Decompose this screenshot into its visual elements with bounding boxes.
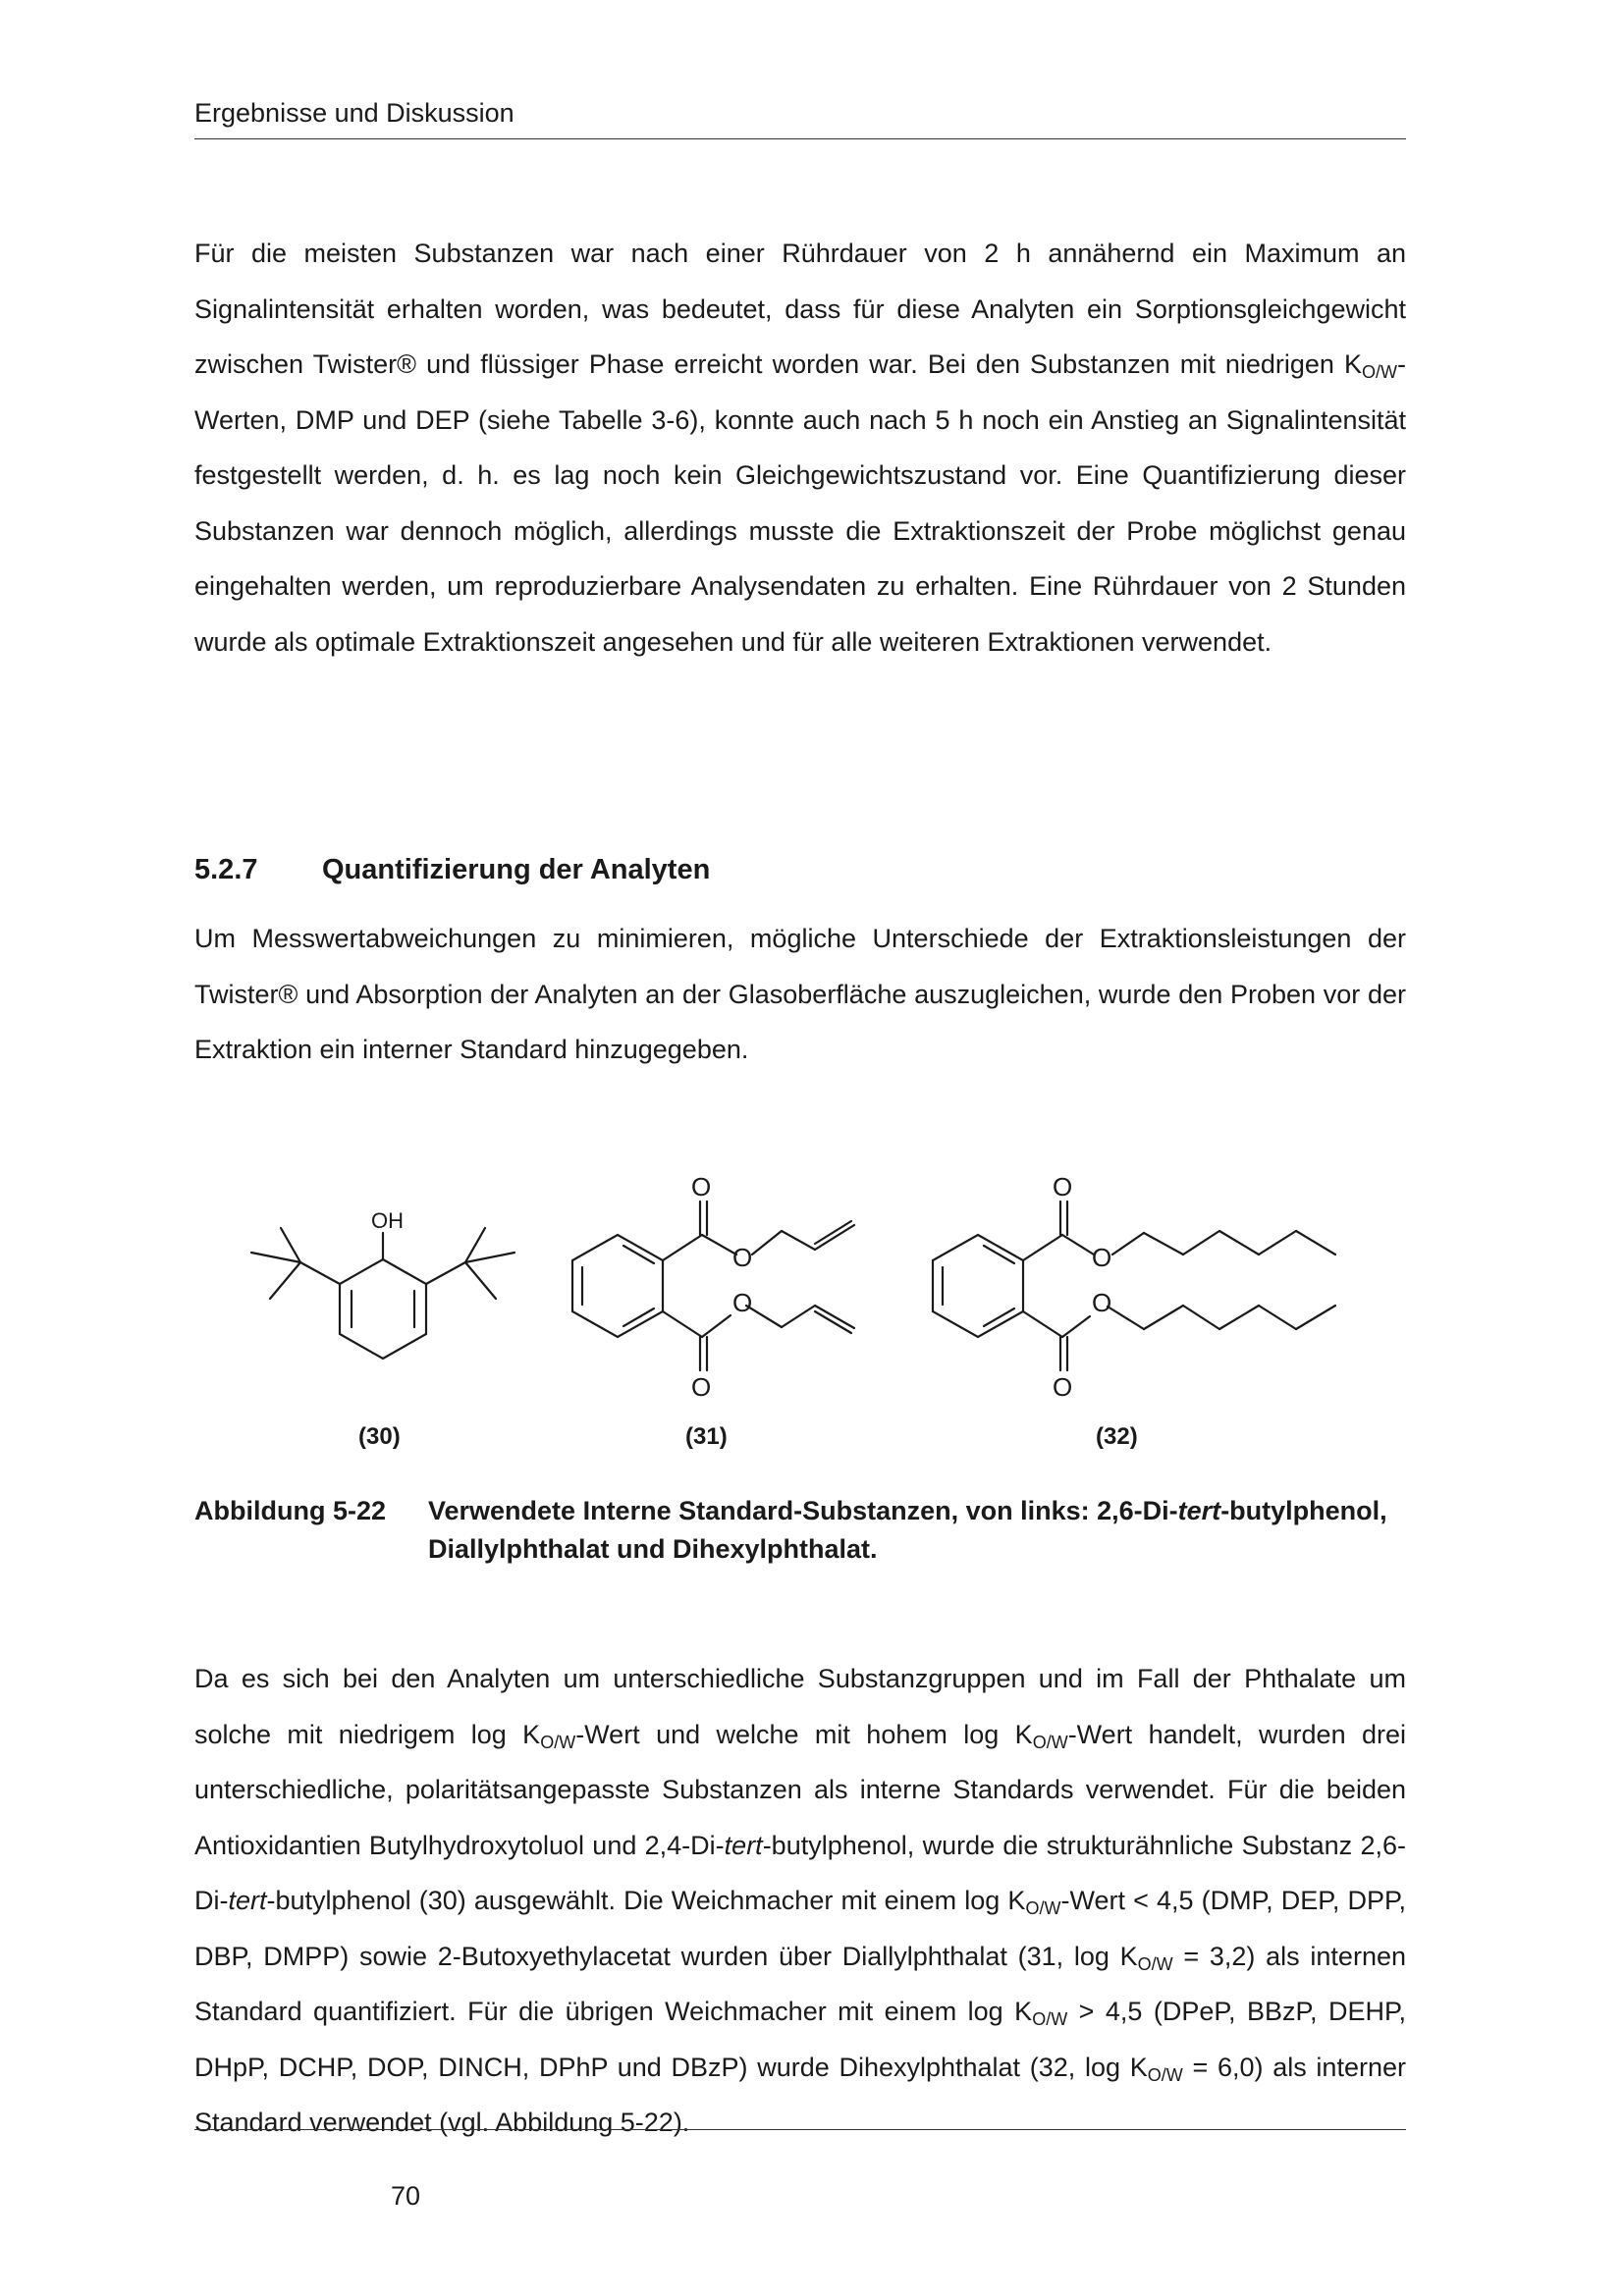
atom-o: O xyxy=(1053,1172,1073,1201)
atom-o: O xyxy=(691,1372,712,1402)
atom-o: O xyxy=(691,1172,712,1201)
section-number: 5.2.7 xyxy=(194,854,258,885)
structure-30 xyxy=(251,1208,514,1359)
text-run: = 6,0) als interner Standard verwendet (vgl. Abbildung 5-22). xyxy=(194,2052,1406,2137)
atom-o: O xyxy=(1092,1243,1112,1272)
subscript-ow: O/W xyxy=(1032,2009,1068,2029)
italic-tert: tert xyxy=(724,1830,763,1860)
text-run: -Wert < 4,5 (DMP, DEP, DPP, DBP, DMPP) sowie 2-Butoxyethylacetat wurden über Diallylphthalat (31, log K xyxy=(194,1886,1407,1971)
subscript-ow: O/W xyxy=(1032,1732,1068,1752)
subscript-ow: O/W xyxy=(1362,362,1397,382)
footer-rule xyxy=(194,2129,1406,2130)
text-run: -Wert handelt, wurden drei unterschiedliche, polaritätsangepasste Substanzen als interne Standards verwendet. Für die beiden Antioxidantien Butylhydroxytoluol und 2,4-Di- xyxy=(194,1719,1406,1860)
paragraph-standards-selection xyxy=(194,1651,1406,2151)
running-header: Ergebnisse und Diskussion xyxy=(194,98,514,128)
subscript-ow: O/W xyxy=(540,1732,576,1752)
header-rule xyxy=(194,138,1406,139)
structure-32 xyxy=(933,1172,1335,1402)
section-heading xyxy=(194,854,710,886)
italic-tert: tert xyxy=(228,1886,267,1915)
atom-o: O xyxy=(1053,1372,1073,1402)
text-run: -Werten, DMP und DEP (siehe Tabelle 3-6), konnte auch nach 5 h noch ein Anstieg an Signalintensität festgestellt werden, d. h. es lag noch kein Gleichgewichtszustand vor. Eine Quantifizierung dieser Substanzen war dennoch möglich, allerdings musste die Extraktionszeit der Probe möglichst genau eingehalten werden, um reproduzierbare Analysendaten zu erhalten. Eine Rührdauer von 2 Stunden wurde als optimale Extraktionszeit angesehen und für alle weiteren Extraktionen verwendet. xyxy=(194,349,1406,657)
subscript-ow: O/W xyxy=(1137,1953,1173,1974)
atom-o: O xyxy=(1092,1288,1112,1317)
text-run: Für die meisten Substanzen war nach einer Rührdauer von 2 h annähernd ein Maximum an Signalintensität erhalten worden, was bedeutet, dass für diese Analyten ein Sorptionsgleichgewicht zwischen Twister® und flüssiger Phase erreicht worden war. Bei den Substanzen mit niedrigen K xyxy=(194,239,1406,379)
text-run: > 4,5 (DPeP, BBzP, DEHP, DHpP, DCHP, DOP, DINCH, DPhP und DBzP) wurde Dihexylphthalat (32, log K xyxy=(194,1997,1407,2082)
text-run: -butylphenol, wurde die strukturähnliche Substanz 2,6-Di- xyxy=(194,1830,1406,1915)
text-run: Da es sich bei den Analyten um unterschiedliche Substanzgruppen und im Fall der Phthalate um solche mit niedrigem log K xyxy=(194,1664,1406,1749)
text-run: = 3,2) als internen Standard quantifiziert. Für die übrigen Weichmacher mit einem log K xyxy=(194,1941,1406,2026)
figure-caption xyxy=(194,1492,1406,1569)
structure-31 xyxy=(572,1172,854,1402)
paragraph-sorption-equilibrium xyxy=(194,226,1406,669)
page-number: 70 xyxy=(391,2181,421,2211)
text-run: -butylphenol, Diallylphthalat und Dihexylphthalat. xyxy=(428,1496,1387,1564)
text-run: Verwendete Interne Standard-Substanzen, von links: 2,6-Di- xyxy=(428,1496,1178,1525)
text-run: -butylphenol (30) ausgewählt. Die Weichmacher mit einem log K xyxy=(266,1886,1026,1915)
paragraph-internal-standard xyxy=(194,911,1406,1078)
section-title: Quantifizierung der Analyten xyxy=(322,854,711,885)
atom-oh: OH xyxy=(371,1208,404,1233)
subscript-ow: O/W xyxy=(1025,1898,1061,1918)
atom-o: O xyxy=(732,1288,753,1317)
compound-label-32: (32) xyxy=(1096,1423,1138,1450)
italic-tert: tert xyxy=(1177,1496,1221,1525)
subscript-ow: O/W xyxy=(1147,2064,1183,2085)
text-run: Um Messwertabweichungen zu minimieren, mögliche Unterschiede der Extraktionsleistungen der Twister® und Absorption der Analyten an der Glasoberfläche auszugleichen, wurde den Proben vor der Extraktion ein interner Standard hinzugegeben. xyxy=(194,924,1406,1064)
compound-label-30: (30) xyxy=(358,1423,401,1450)
figure-structures xyxy=(226,1166,1384,1466)
caption-text xyxy=(428,1492,1406,1569)
atom-o: O xyxy=(732,1243,753,1272)
text-run: -Wert und welche mit hohem log K xyxy=(575,1719,1033,1749)
compound-label-31: (31) xyxy=(685,1423,728,1450)
chemical-structures-drawing xyxy=(226,1166,1384,1461)
caption-label: Abbildung 5-22 xyxy=(194,1496,386,1525)
